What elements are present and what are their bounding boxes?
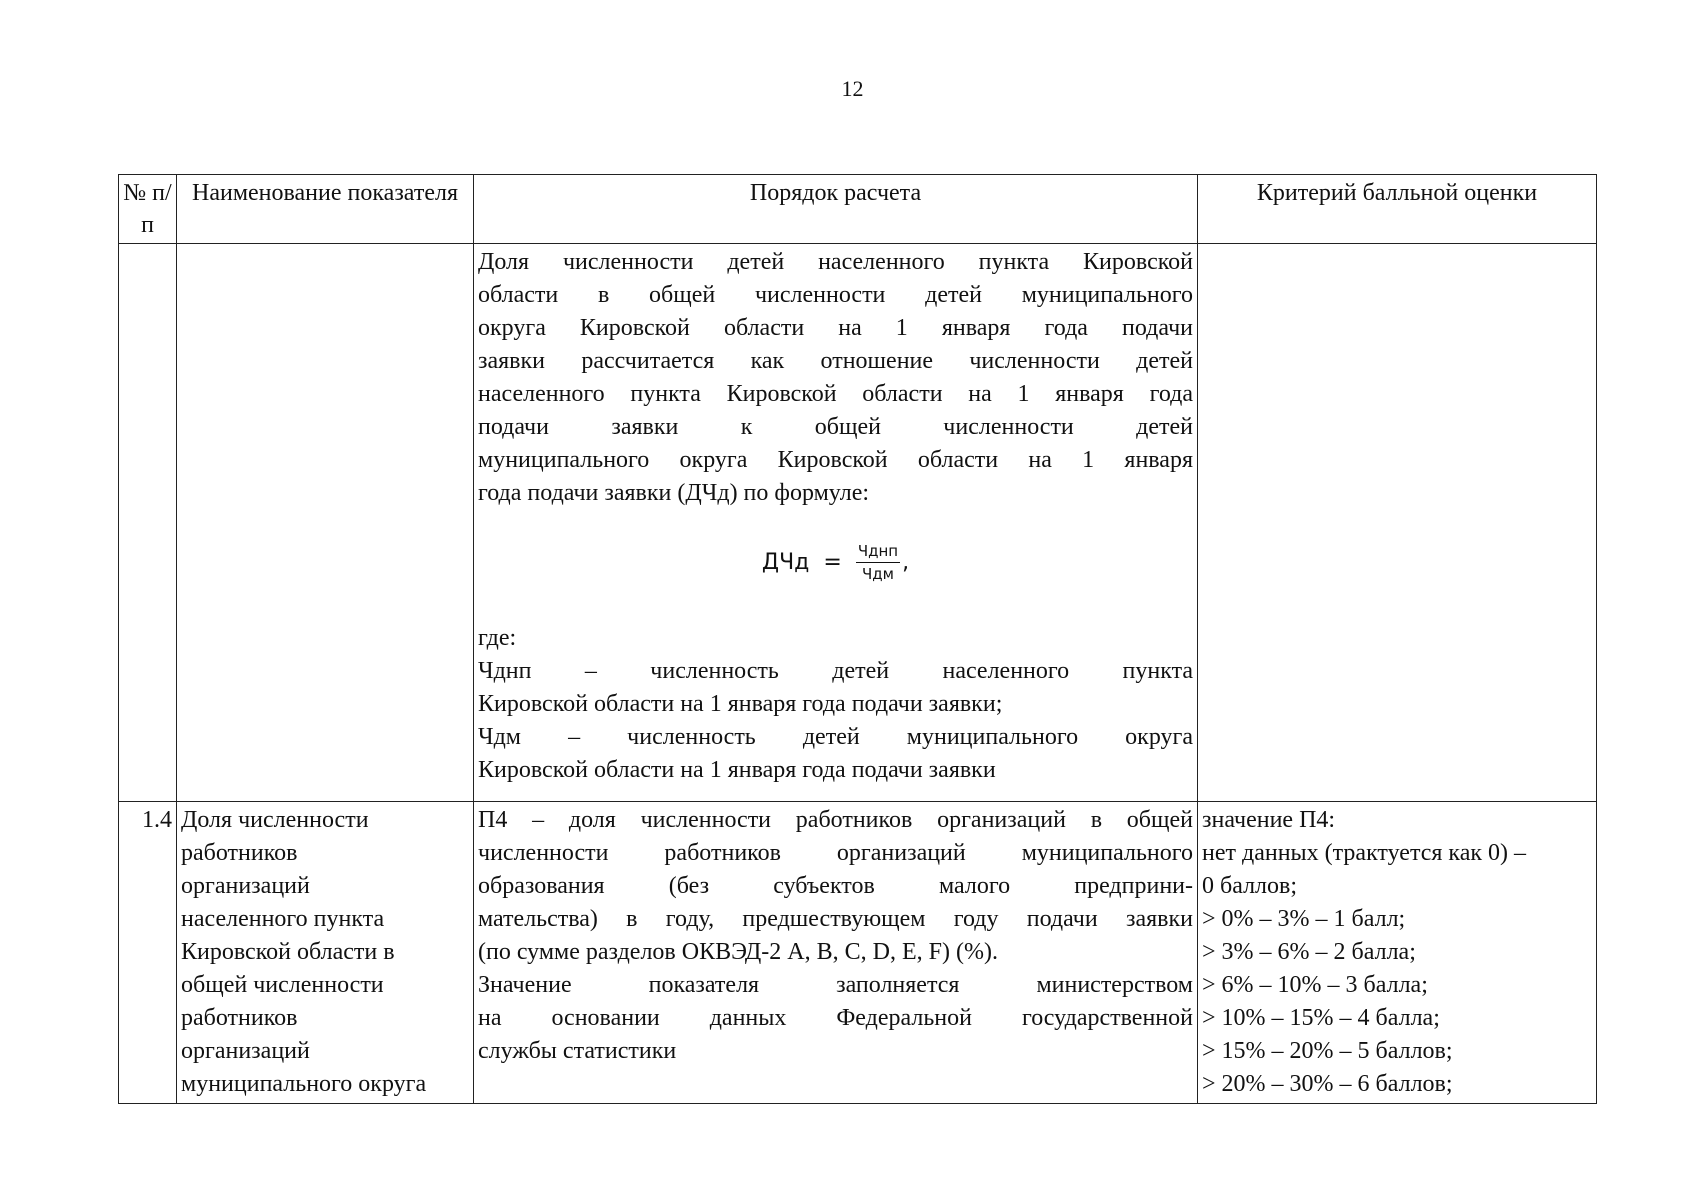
row1-calc	[474, 244, 1198, 802]
name-line: работников	[181, 840, 298, 866]
table-header-row	[119, 175, 1597, 244]
criterion-line: значение П4:	[1202, 807, 1336, 833]
page-number: 12	[841, 76, 864, 101]
row2-num: 1.4	[119, 802, 177, 1104]
calc-line: округа Кировской области на 1 января года подачи	[478, 315, 1193, 341]
calc-line: службы статистики	[478, 1038, 677, 1064]
criterion-line: > 3% – 6% – 2 балла;	[1202, 939, 1416, 965]
row2-criterion	[1198, 802, 1597, 1104]
header-criterion: Критерий балльной оценки	[1198, 175, 1597, 244]
criterion-line: > 6% – 10% – 3 балла;	[1202, 972, 1428, 998]
header-name: Наименование показателя	[177, 175, 474, 244]
calc-line: численности работников организаций муниципального	[478, 840, 1193, 866]
calc-line: Значение показателя заполняется министерством	[478, 972, 1193, 998]
criterion-line: нет данных (трактуется как 0) –	[1202, 840, 1527, 866]
definition-line: Чдм – численность детей муниципального округа	[478, 724, 1193, 750]
name-line: населенного пункта	[181, 906, 385, 932]
formula-suffix: ,	[902, 549, 910, 575]
header-calc: Порядок расчета	[474, 175, 1198, 244]
formula	[478, 522, 1193, 602]
name-line: работников	[181, 1005, 298, 1031]
name-line: муниципального округа	[181, 1071, 427, 1097]
formula-numerator: Чднп	[856, 542, 900, 563]
row1-name	[177, 244, 474, 802]
name-line: общей численности	[181, 972, 384, 998]
calc-line: области в общей численности детей муниципального	[478, 282, 1193, 308]
calc-line: муниципального округа Кировской области на 1 января	[478, 447, 1193, 473]
name-line: Доля численности	[181, 807, 369, 833]
calc-line: образования (без субъектов малого предприни-	[478, 873, 1193, 899]
calc-line: заявки рассчитается как отношение численности детей	[478, 348, 1193, 374]
row1-criterion	[1198, 244, 1597, 802]
name-line: организаций	[181, 1038, 310, 1064]
formula-lhs: ДЧд	[761, 549, 810, 575]
criterion-line: > 10% – 15% – 4 балла;	[1202, 1005, 1440, 1031]
formula-fraction	[856, 542, 900, 583]
row1-num	[119, 244, 177, 802]
calc-line: мательства) в году, предшествующем году подачи заявки	[478, 906, 1193, 932]
table-row	[119, 802, 1597, 1104]
where-label: где:	[478, 625, 517, 651]
calc-line: П4 – доля численности работников организаций в общей	[478, 807, 1193, 833]
calc-line: на основании данных Федеральной государственной	[478, 1005, 1193, 1031]
table-row	[119, 244, 1597, 802]
calc-line: подачи заявки к общей численности детей	[478, 414, 1193, 440]
header-num: № п/п	[119, 175, 177, 244]
formula-denominator: Чдм	[861, 564, 894, 583]
criterion-line: > 0% – 3% – 1 балл;	[1202, 906, 1406, 932]
criterion-line: 0 баллов;	[1202, 873, 1298, 899]
formula-eq: =	[823, 549, 842, 575]
row2-name	[177, 802, 474, 1104]
criteria-table	[118, 174, 1597, 1104]
definition-line: Чднп – численность детей населенного пункта	[478, 658, 1193, 684]
definition-line: Кировской области на 1 января года подачи заявки	[478, 757, 996, 783]
criterion-line: > 15% – 20% – 5 баллов;	[1202, 1038, 1453, 1064]
name-line: Кировской области в	[181, 939, 395, 965]
criterion-line: > 20% – 30% – 6 баллов;	[1202, 1071, 1453, 1097]
row2-calc	[474, 802, 1198, 1104]
definition-line: Кировской области на 1 января года подачи заявки;	[478, 691, 1003, 717]
name-line: организаций	[181, 873, 310, 899]
calc-line: года подачи заявки (ДЧд) по формуле:	[478, 480, 870, 506]
calc-line: (по сумме разделов ОКВЭД-2 A, B, C, D, E, F) (%).	[478, 939, 998, 965]
calc-line: Доля численности детей населенного пункта Кировской	[478, 249, 1193, 275]
calc-line: населенного пункта Кировской области на 1 января года	[478, 381, 1193, 407]
